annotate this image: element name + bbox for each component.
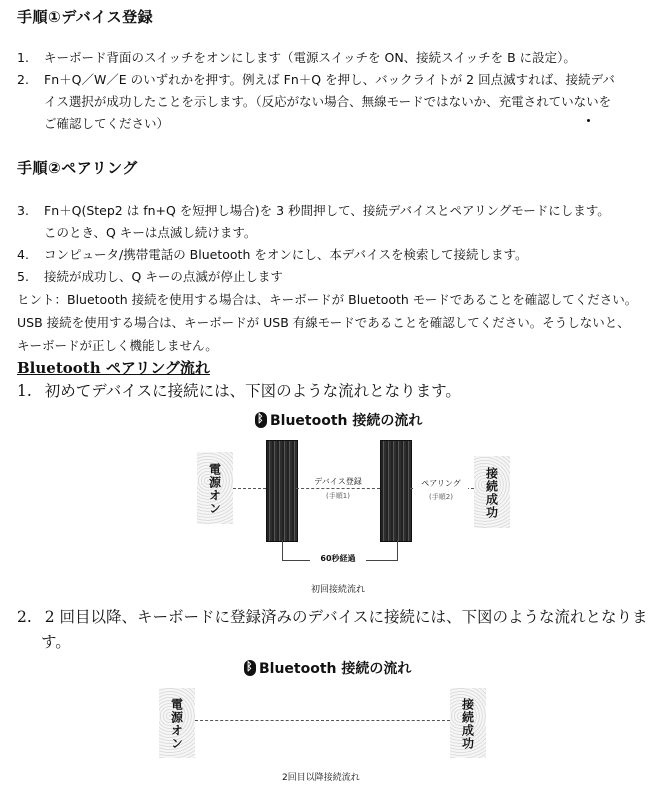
list-item xyxy=(17,379,461,401)
connection-success-box xyxy=(450,688,486,758)
list-text: このとき、Q キーは点滅し続けます。 xyxy=(44,225,257,240)
connection-success-label: 接続成功 xyxy=(484,467,499,519)
connection-success-box xyxy=(474,456,510,528)
diagram2-caption: 2回目以降接続流れ xyxy=(282,773,360,783)
list-text: Fn＋Q(Step2 は fn+Q を短押し場合)を 3 秒間押して、接続デバイスとペアリングモードにします。 xyxy=(44,203,610,218)
step2-label: ペアリング xyxy=(414,478,468,489)
list-number: 5. xyxy=(17,269,29,284)
diagram1-caption: 初回接続流れ xyxy=(311,585,366,595)
list-number: 2. xyxy=(17,72,29,87)
step1-sub: (手順1) xyxy=(300,491,376,501)
diagram2-title: Bluetooth 接続の流れ xyxy=(259,661,412,677)
list-number: 4. xyxy=(17,247,29,262)
timeout-label: 60秒経過 xyxy=(310,553,366,564)
list-text: イス選択が成功したことを示します。（反応がない場合、無線モードではないか、充電されていないを xyxy=(44,94,612,109)
arrow-line xyxy=(195,720,450,721)
power-on-box xyxy=(197,452,233,524)
step1-label: デバイス登録 xyxy=(300,476,376,487)
list-item xyxy=(17,68,657,138)
power-on-label: 電源オン xyxy=(169,698,184,750)
keyboard-bar-left xyxy=(266,440,298,542)
section1-title: 手順①デバイス登録 xyxy=(17,8,154,26)
list-item xyxy=(17,199,657,245)
list-text: 接続が成功し、Q キーの点滅が停止します xyxy=(44,269,283,284)
section3-title: Bluetooth ペアリング流れ xyxy=(17,359,210,377)
hint-line: キーボードが正しく機能しません。 xyxy=(17,338,218,353)
hint-line: USB 接続を使用する場合は、キーボードが USB 有線モードであることを確認してください。そうしないと、 xyxy=(17,315,630,330)
list-number: 1. xyxy=(17,382,32,400)
list-text: ご確認してください） xyxy=(44,116,170,131)
power-on-label: 電源オン xyxy=(207,463,222,515)
power-on-box xyxy=(159,688,195,758)
bluetooth-icon xyxy=(244,660,256,676)
list-text: Fn＋Q／W／E のいずれかを押す。例えば Fn＋Q を押し、バックライトが 2 回点滅すれば、接続デバ xyxy=(44,72,615,87)
bluetooth-icon xyxy=(255,412,267,428)
list-item xyxy=(17,243,657,267)
list-number: 3. xyxy=(17,203,29,218)
list-text: 初めてデバイスに接続には、下図のような流れとなります。 xyxy=(44,382,461,400)
list-text: キーボード背面のスイッチをオンにします（電源スイッチを ON、接続スイッチを B に設定）。 xyxy=(44,50,576,65)
diagram2-title-wrap xyxy=(244,658,411,678)
list-text-continued: す。 xyxy=(41,633,71,651)
list-text: コンピュータ/携帯電話の Bluetooth をオンにし、本デバイスを検索して接続します。 xyxy=(44,247,528,262)
list-item xyxy=(17,265,657,289)
list-text: 2 回目以降、キーボードに登録済みのデバイスに接続には、下図のような流れとなりま xyxy=(44,608,648,626)
diagram1-title: Bluetooth 接続の流れ xyxy=(270,413,423,429)
speck-dot xyxy=(587,119,590,122)
hint-line: ヒント：Bluetooth 接続を使用する場合は、キーボードが Bluetooth モードであることを確認してください。 xyxy=(17,292,638,307)
arrow-line xyxy=(233,488,266,489)
list-number: 2. xyxy=(17,608,32,626)
diagram1-title-wrap xyxy=(255,410,422,430)
list-item xyxy=(17,46,657,70)
keyboard-bar-right xyxy=(380,440,412,542)
connection-success-label: 接続成功 xyxy=(460,698,475,750)
step2-sub: (手順2) xyxy=(414,492,468,502)
section2-title: 手順②ペアリング xyxy=(17,159,138,177)
list-item xyxy=(17,605,647,627)
arrow-line xyxy=(296,488,380,489)
list-number: 1. xyxy=(17,50,29,65)
